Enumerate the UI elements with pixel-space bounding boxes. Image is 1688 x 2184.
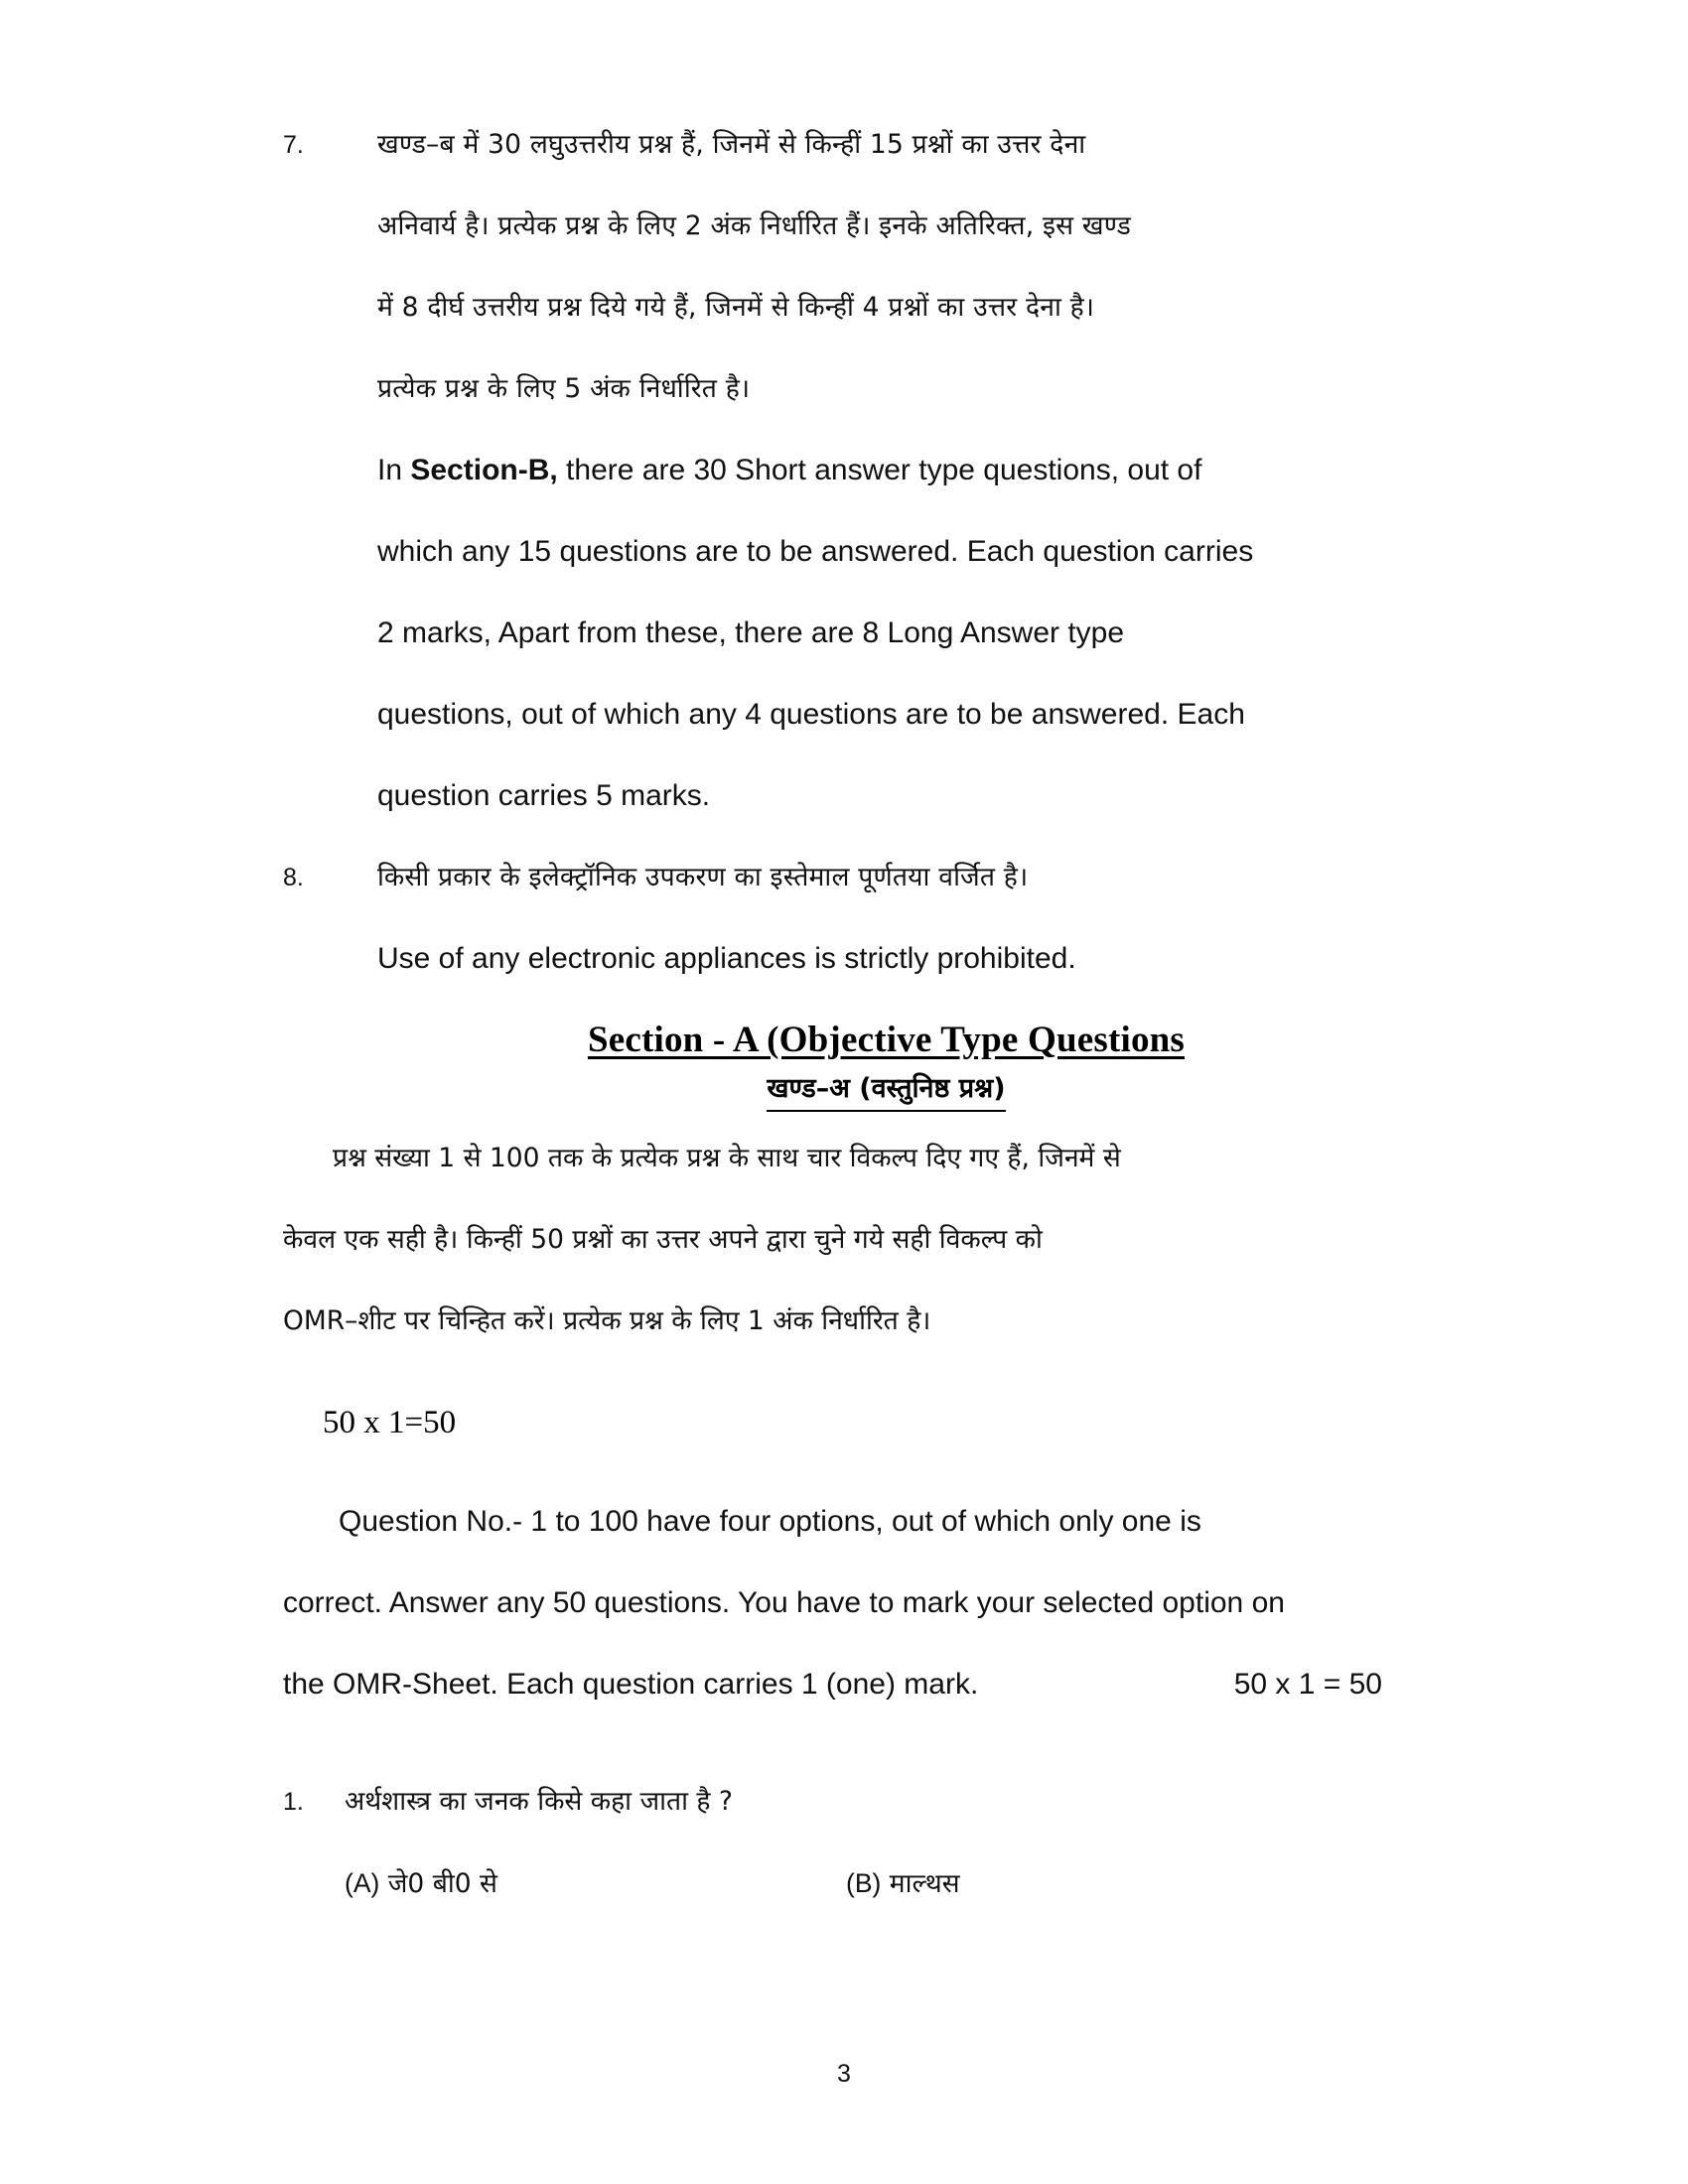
english-line-post: there are 30 Short answer type questions, out of xyxy=(557,454,1202,486)
instruction-body xyxy=(377,104,1489,837)
english-line: Use of any electronic appliances is strictly prohibited. xyxy=(377,942,1076,975)
instruction-english-text xyxy=(377,430,1489,837)
english-line-pre: In xyxy=(377,454,411,486)
option-a[interactable] xyxy=(345,1858,846,1909)
page-number: 3 xyxy=(837,2060,851,2088)
option-a-label: (A) xyxy=(345,1868,380,1898)
section-a-heading-wrapper xyxy=(283,1018,1489,1063)
section-a-intro-hindi xyxy=(283,1118,1489,1362)
english-line: the OMR-Sheet. Each question carries 1 (one) mark. xyxy=(283,1668,979,1701)
hindi-line: अनिवार्य है। प्रत्येक प्रश्न के लिए 2 अंक निर्धारित हैं। इनके अतिरिक्त, इस खण्ड xyxy=(377,210,1131,241)
hindi-line: किसी प्रकार के इलेक्ट्रॉनिक उपकरण का इस्तेमाल पूर्णतया वर्जित है। xyxy=(377,862,1029,892)
hindi-line-text: प्रश्न संख्या 1 से 100 तक के प्रत्येक प्रश्न के साथ चार विकल्प दिए गए हैं, जिनमें से xyxy=(333,1143,1121,1173)
hindi-line: केवल एक सही है। किन्हीं 50 प्रश्नों का उत्तर अपने द्वारा चुने गये सही विकल्प को xyxy=(283,1224,1043,1255)
hindi-line: प्रत्येक प्रश्न के लिए 5 अंक निर्धारित है। xyxy=(377,373,751,404)
section-b-emphasis: Section-B, xyxy=(410,454,558,486)
hindi-line: खण्ड–ब में 30 लघुउत्तरीय प्रश्न हैं, जिनमें से किन्हीं 15 प्रश्नों का उत्तर देना xyxy=(377,129,1086,160)
instruction-english-text xyxy=(377,918,1489,1000)
english-line: correct. Answer any 50 questions. You have to mark your selected option on xyxy=(283,1586,1285,1619)
instruction-item-7 xyxy=(283,104,1489,837)
instruction-hindi-text xyxy=(377,837,1489,918)
instruction-body xyxy=(377,837,1489,1000)
hindi-line: OMR–शीट पर चिन्हित करें। प्रत्येक प्रश्न के लिए 1 अंक निर्धारित है। xyxy=(283,1305,931,1336)
option-b-text: माल्थस xyxy=(889,1868,960,1899)
english-line: which any 15 questions are to be answered. Each question carries xyxy=(377,535,1254,568)
section-a-intro-english xyxy=(283,1481,1489,1725)
question-options-row xyxy=(283,1858,1489,1909)
english-line: question carries 5 marks. xyxy=(377,779,711,812)
section-a-heading-hindi: खण्ड–अ (वस्तुनिष्ठ प्रश्न) xyxy=(767,1069,1005,1112)
option-a-text: जे0 बी0 से xyxy=(387,1868,497,1899)
section-a-subheading-wrapper xyxy=(283,1069,1489,1112)
page-content xyxy=(283,104,1489,1909)
english-line xyxy=(283,1481,1489,1563)
instruction-hindi-text xyxy=(377,104,1489,430)
english-line-text: Question No.- 1 to 100 have four options, out of which only one is xyxy=(339,1505,1201,1538)
question-number: 1. xyxy=(283,1788,304,1816)
hindi-line xyxy=(283,1118,1489,1199)
marks-hindi: 50 x 1=50 xyxy=(323,1405,457,1440)
option-b[interactable] xyxy=(846,1858,1489,1909)
instruction-number: 7. xyxy=(283,131,304,159)
hindi-line: में 8 दीर्घ उत्तरीय प्रश्न दिये गये हैं, जिनमें से किन्हीं 4 प्रश्नों का उत्तर देना है। xyxy=(377,292,1095,323)
instruction-item-8 xyxy=(283,837,1489,1000)
english-line: questions, out of which any 4 questions are to be answered. Each xyxy=(377,698,1245,731)
section-a-heading-english: Section - A (Objective Type Questions xyxy=(587,1020,1186,1060)
question-item-1 xyxy=(283,1769,1489,1835)
english-line: 2 marks, Apart from these, there are 8 Long Answer type xyxy=(377,616,1125,649)
question-text: अर्थशास्त्र का जनक किसे कहा जाता है ? xyxy=(345,1786,733,1817)
english-last-line-row xyxy=(283,1644,1489,1725)
option-b-label: (B) xyxy=(846,1868,882,1898)
marks-english: 50 x 1 = 50 xyxy=(1233,1668,1382,1701)
instruction-number: 8. xyxy=(283,864,304,891)
english-line xyxy=(377,430,1489,511)
